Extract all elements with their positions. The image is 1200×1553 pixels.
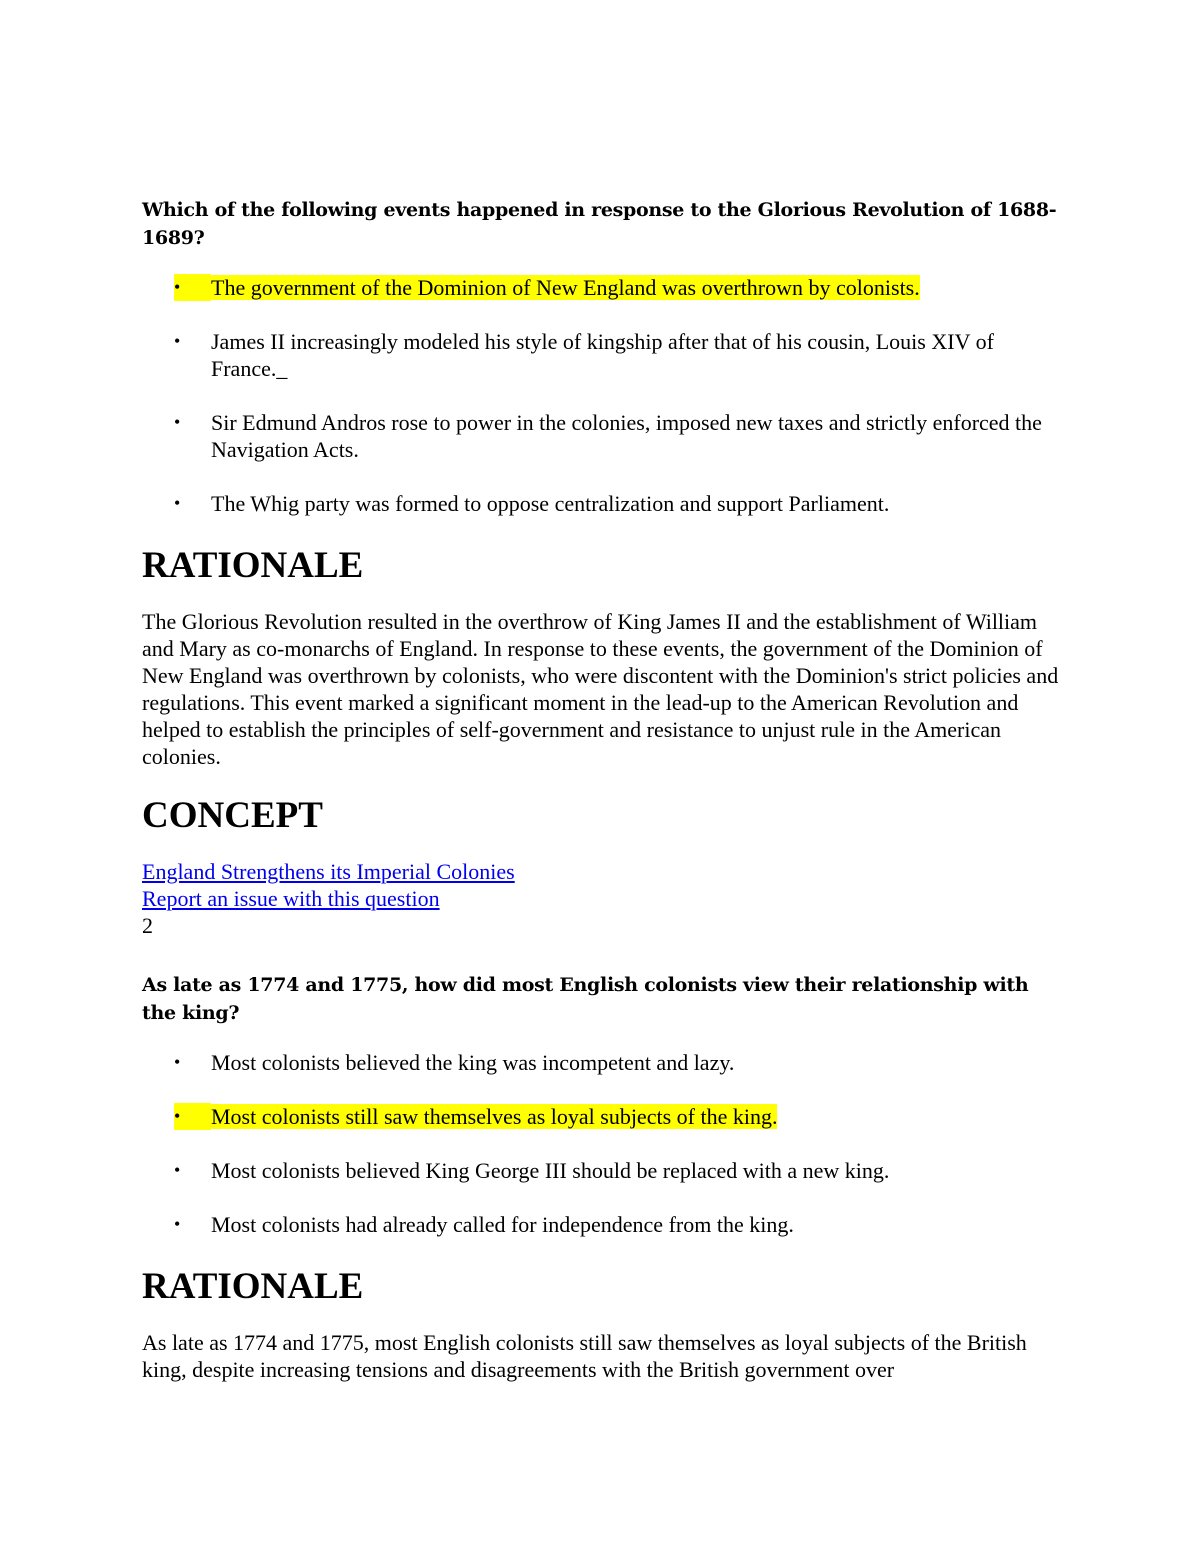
question-2-options xyxy=(142,1049,1062,1238)
report-issue-link[interactable]: Report an issue with this question xyxy=(142,886,440,911)
q1-option-1 xyxy=(142,274,1062,301)
q2-option-2 xyxy=(142,1103,1062,1130)
bullet-icon: • xyxy=(174,331,181,351)
q2-option-3-text: Most colonists believed King George III should be replaced with a new king. xyxy=(211,1158,890,1183)
bullet-icon: • xyxy=(174,274,211,301)
q2-rationale-heading: RATIONALE xyxy=(142,1266,364,1307)
document-page xyxy=(142,196,1062,1383)
bullet-icon: • xyxy=(174,1160,181,1180)
q1-option-4-text: The Whig party was formed to oppose centralization and support Parliament. xyxy=(211,491,890,516)
q2-option-3 xyxy=(142,1157,1062,1184)
q2-rationale-text: As late as 1774 and 1775, most English colonists still saw themselves as loyal subjects of the British king, despite increasing tensions and disagreements with the British government over xyxy=(142,1330,1027,1382)
q1-option-2-text: James II increasingly modeled his style of kingship after that of his cousin, Louis XIV of France._ xyxy=(211,329,994,381)
concept-heading: CONCEPT xyxy=(142,795,323,836)
q1-option-1-text: The government of the Dominion of New England was overthrown by colonists. xyxy=(211,275,920,300)
q1-rationale-heading: RATIONALE xyxy=(142,545,364,586)
bullet-icon: • xyxy=(174,493,181,513)
q1-option-4 xyxy=(142,490,1062,517)
question-1-text: Which of the following events happened in response to the Glorious Revolution of 1688-1689? xyxy=(142,199,1057,249)
q2-option-4 xyxy=(142,1211,1062,1238)
q2-option-4-text: Most colonists had already called for independence from the king. xyxy=(211,1212,794,1237)
concept-link[interactable]: England Strengthens its Imperial Colonies xyxy=(142,859,515,884)
bullet-icon: • xyxy=(174,1052,181,1072)
q2-option-1-text: Most colonists believed the king was incompetent and lazy. xyxy=(211,1050,735,1075)
bullet-icon: • xyxy=(174,1103,211,1130)
q1-rationale-text: The Glorious Revolution resulted in the overthrow of King James II and the establishment of William and Mary as co-monarchs of England. In response to these events, the government of the Dominion of New England was overthrown by colonists, who were discontent with the Dominion's strict policies and regulations. This event marked a significant moment in the lead-up to the American Revolution and helped to establish the principles of self-government and resistance to unjust rule in the American colonies. xyxy=(142,609,1059,769)
bullet-icon: • xyxy=(174,412,181,432)
question-2-text: As late as 1774 and 1775, how did most English colonists view their relationship with the king? xyxy=(142,974,1029,1024)
bullet-icon: • xyxy=(174,1214,181,1234)
q2-option-2-text: Most colonists still saw themselves as loyal subjects of the king. xyxy=(211,1104,778,1129)
question-2-number: 2 xyxy=(142,913,153,938)
q1-option-3 xyxy=(142,409,1062,463)
q2-option-1 xyxy=(142,1049,1062,1076)
question-1-options xyxy=(142,274,1062,517)
q1-option-2 xyxy=(142,328,1062,382)
q1-option-3-text: Sir Edmund Andros rose to power in the colonies, imposed new taxes and strictly enforced the Navigation Acts. xyxy=(211,410,1042,462)
